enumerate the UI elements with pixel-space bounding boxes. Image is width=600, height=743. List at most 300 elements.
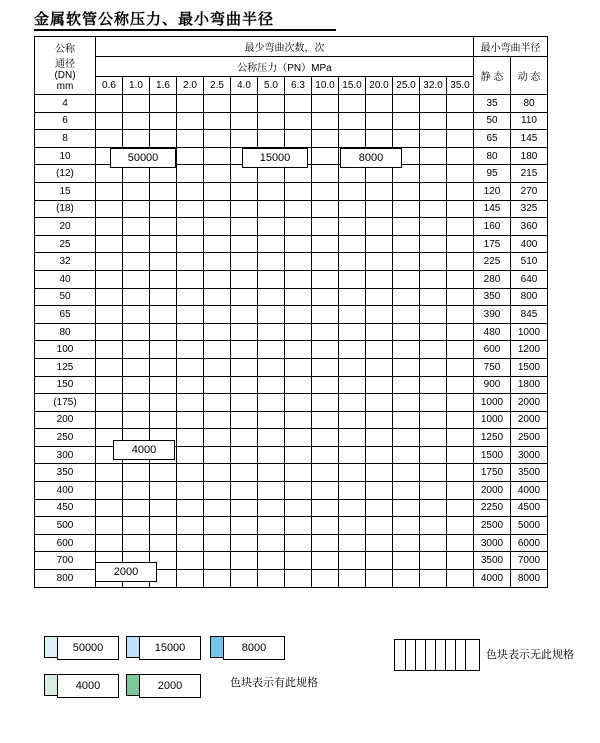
dn-value-cell: 15 — [35, 182, 96, 200]
grid-cell — [393, 570, 420, 588]
table-row — [35, 341, 548, 359]
grid-cell — [393, 182, 420, 200]
static-radius-cell: 350 — [474, 288, 511, 306]
grid-cell — [177, 200, 204, 218]
dynamic-radius-cell: 1000 — [511, 323, 548, 341]
grid-value-callout: 8000 — [340, 148, 402, 168]
grid-cell — [447, 253, 474, 271]
grid-cell — [204, 394, 231, 412]
grid-cell — [312, 376, 339, 394]
grid-cell — [150, 394, 177, 412]
grid-cell — [339, 200, 366, 218]
grid-cell — [420, 235, 447, 253]
grid-cell — [312, 306, 339, 324]
grid-cell — [339, 270, 366, 288]
grid-cell — [420, 446, 447, 464]
grid-cell — [150, 218, 177, 236]
grid-cell — [96, 517, 123, 535]
grid-cell — [285, 306, 312, 324]
grid-cell — [312, 95, 339, 113]
grid-value-callout: 15000 — [242, 148, 308, 168]
grid-cell — [393, 552, 420, 570]
grid-cell — [204, 253, 231, 271]
dn-value-cell: 600 — [35, 534, 96, 552]
grid-cell — [258, 130, 285, 148]
grid-cell — [123, 323, 150, 341]
grid-cell — [312, 411, 339, 429]
grid-cell — [312, 218, 339, 236]
dynamic-radius-cell: 145 — [511, 130, 548, 148]
grid-cell — [447, 376, 474, 394]
grid-cell — [204, 200, 231, 218]
dn-value-cell: 400 — [35, 482, 96, 500]
grid-cell — [366, 235, 393, 253]
no-spec-swatch — [394, 639, 480, 671]
grid-cell — [420, 200, 447, 218]
grid-cell — [150, 464, 177, 482]
grid-cell — [447, 182, 474, 200]
grid-cell — [339, 182, 366, 200]
table-row — [35, 376, 548, 394]
grid-cell — [393, 464, 420, 482]
grid-cell — [393, 482, 420, 500]
grid-cell — [177, 517, 204, 535]
grid-cell — [447, 411, 474, 429]
pressure-column-header: 5.0 — [258, 77, 285, 95]
table-row — [35, 112, 548, 130]
static-radius-cell: 120 — [474, 182, 511, 200]
dynamic-radius-cell: 3500 — [511, 464, 548, 482]
grid-cell — [231, 95, 258, 113]
grid-cell — [150, 341, 177, 359]
grid-cell — [366, 270, 393, 288]
grid-value-callout: 4000 — [113, 440, 175, 460]
grid-cell — [339, 552, 366, 570]
grid-cell — [204, 499, 231, 517]
grid-cell — [393, 517, 420, 535]
grid-cell — [420, 165, 447, 183]
dynamic-radius-cell: 800 — [511, 288, 548, 306]
dn-value-cell: 32 — [35, 253, 96, 271]
table-row — [35, 394, 548, 412]
grid-cell — [339, 288, 366, 306]
grid-cell — [339, 482, 366, 500]
grid-cell — [420, 112, 447, 130]
grid-cell — [366, 95, 393, 113]
grid-cell — [96, 394, 123, 412]
grid-cell — [420, 534, 447, 552]
grid-cell — [447, 112, 474, 130]
grid-cell — [366, 200, 393, 218]
grid-cell — [420, 394, 447, 412]
dn-value-cell: 300 — [35, 446, 96, 464]
grid-cell — [258, 552, 285, 570]
grid-cell — [204, 482, 231, 500]
grid-cell — [123, 182, 150, 200]
grid-cell — [339, 411, 366, 429]
grid-cell — [177, 534, 204, 552]
grid-cell — [258, 517, 285, 535]
grid-cell — [231, 182, 258, 200]
grid-cell — [285, 323, 312, 341]
grid-cell — [393, 95, 420, 113]
grid-cell — [285, 218, 312, 236]
dn-value-cell: 250 — [35, 429, 96, 447]
grid-cell — [366, 358, 393, 376]
grid-cell — [231, 235, 258, 253]
pressure-column-header: 1.0 — [123, 77, 150, 95]
grid-cell — [204, 429, 231, 447]
grid-cell — [150, 95, 177, 113]
grid-cell — [231, 218, 258, 236]
grid-cell — [366, 112, 393, 130]
grid-cell — [177, 482, 204, 500]
grid-cell — [366, 218, 393, 236]
grid-cell — [366, 253, 393, 271]
dn-value-cell: (175) — [35, 394, 96, 412]
grid-cell — [177, 182, 204, 200]
pressure-column-header: 35.0 — [447, 77, 474, 95]
grid-cell — [312, 253, 339, 271]
grid-cell — [231, 358, 258, 376]
grid-cell — [258, 534, 285, 552]
dn-value-cell: 25 — [35, 235, 96, 253]
grid-cell — [339, 95, 366, 113]
grid-cell — [366, 464, 393, 482]
table-row — [35, 534, 548, 552]
grid-cell — [447, 446, 474, 464]
grid-cell — [204, 235, 231, 253]
grid-cell — [285, 200, 312, 218]
grid-cell — [285, 552, 312, 570]
dn-header-line-3: (DN) — [54, 69, 76, 81]
dn-value-cell: 6 — [35, 112, 96, 130]
grid-cell — [420, 411, 447, 429]
grid-cell — [420, 482, 447, 500]
grid-cell — [420, 253, 447, 271]
dynamic-radius-cell: 2000 — [511, 394, 548, 412]
dynamic-radius-cell: 4500 — [511, 499, 548, 517]
grid-cell — [150, 130, 177, 148]
legend-color-swatch — [126, 674, 140, 696]
dn-value-cell: 50 — [35, 288, 96, 306]
grid-cell — [447, 429, 474, 447]
grid-cell — [258, 323, 285, 341]
grid-cell — [123, 288, 150, 306]
grid-cell — [312, 112, 339, 130]
grid-cell — [150, 323, 177, 341]
grid-cell — [231, 112, 258, 130]
dn-value-cell: 150 — [35, 376, 96, 394]
dynamic-radius-cell: 7000 — [511, 552, 548, 570]
grid-cell — [393, 253, 420, 271]
grid-cell — [393, 288, 420, 306]
static-radius-cell: 1500 — [474, 446, 511, 464]
static-radius-cell: 750 — [474, 358, 511, 376]
grid-cell — [123, 499, 150, 517]
grid-cell — [96, 270, 123, 288]
grid-cell — [312, 358, 339, 376]
grid-cell — [231, 306, 258, 324]
grid-cell — [96, 253, 123, 271]
grid-cell — [177, 323, 204, 341]
grid-cell — [447, 499, 474, 517]
pressure-column-header: 25.0 — [393, 77, 420, 95]
table-row — [35, 464, 548, 482]
grid-cell — [204, 112, 231, 130]
grid-cell — [339, 394, 366, 412]
grid-cell — [123, 341, 150, 359]
grid-cell — [285, 482, 312, 500]
legend-color-swatch — [126, 636, 140, 658]
grid-cell — [204, 95, 231, 113]
grid-cell — [420, 130, 447, 148]
grid-cell — [258, 112, 285, 130]
grid-cell — [177, 306, 204, 324]
pressure-column-header: 32.0 — [420, 77, 447, 95]
grid-cell — [150, 253, 177, 271]
grid-cell — [285, 253, 312, 271]
grid-cell — [312, 165, 339, 183]
grid-cell — [231, 482, 258, 500]
grid-cell — [312, 499, 339, 517]
grid-cell — [150, 288, 177, 306]
dn-value-cell: 8 — [35, 130, 96, 148]
grid-cell — [312, 270, 339, 288]
grid-cell — [258, 446, 285, 464]
table-row — [35, 288, 548, 306]
grid-cell — [177, 112, 204, 130]
grid-cell — [447, 270, 474, 288]
grid-cell — [339, 218, 366, 236]
grid-cell — [366, 570, 393, 588]
grid-cell — [150, 517, 177, 535]
bend-count-header: 最少弯曲次数，次 — [96, 37, 474, 57]
grid-cell — [447, 235, 474, 253]
grid-cell — [393, 358, 420, 376]
table-row — [35, 482, 548, 500]
dynamic-header: 动 态 — [511, 57, 548, 95]
dn-header-cell — [35, 37, 96, 95]
static-radius-cell: 3500 — [474, 552, 511, 570]
grid-cell — [231, 323, 258, 341]
grid-cell — [312, 182, 339, 200]
static-radius-cell: 145 — [474, 200, 511, 218]
grid-cell — [447, 517, 474, 535]
grid-cell — [420, 218, 447, 236]
static-header: 静 态 — [474, 57, 511, 95]
grid-cell — [231, 411, 258, 429]
dn-value-cell: 40 — [35, 270, 96, 288]
grid-cell — [177, 394, 204, 412]
grid-cell — [150, 306, 177, 324]
dynamic-radius-cell: 8000 — [511, 570, 548, 588]
grid-cell — [312, 147, 339, 165]
grid-cell — [285, 394, 312, 412]
static-radius-cell: 900 — [474, 376, 511, 394]
grid-cell — [339, 376, 366, 394]
static-radius-cell: 2000 — [474, 482, 511, 500]
grid-cell — [177, 147, 204, 165]
grid-cell — [366, 306, 393, 324]
grid-cell — [447, 306, 474, 324]
grid-cell — [285, 446, 312, 464]
grid-cell — [285, 270, 312, 288]
header-row-1 — [35, 37, 548, 57]
dynamic-radius-cell: 1500 — [511, 358, 548, 376]
grid-cell — [258, 253, 285, 271]
grid-cell — [447, 218, 474, 236]
dynamic-radius-cell: 5000 — [511, 517, 548, 535]
grid-cell — [339, 253, 366, 271]
grid-cell — [177, 570, 204, 588]
dynamic-radius-cell: 640 — [511, 270, 548, 288]
grid-cell — [420, 306, 447, 324]
grid-cell — [231, 464, 258, 482]
grid-cell — [177, 270, 204, 288]
pressure-column-header: 20.0 — [366, 77, 393, 95]
grid-cell — [366, 394, 393, 412]
grid-cell — [420, 323, 447, 341]
grid-cell — [96, 306, 123, 324]
grid-cell — [123, 112, 150, 130]
dynamic-radius-cell: 180 — [511, 147, 548, 165]
static-radius-cell: 3000 — [474, 534, 511, 552]
table-row — [35, 411, 548, 429]
page-title: 金属软管公称压力、最小弯曲半径 — [34, 12, 275, 28]
table-row — [35, 95, 548, 113]
grid-cell — [339, 464, 366, 482]
grid-cell — [393, 341, 420, 359]
static-radius-cell: 1750 — [474, 464, 511, 482]
grid-cell — [123, 394, 150, 412]
grid-cell — [312, 200, 339, 218]
grid-cell — [150, 411, 177, 429]
grid-cell — [312, 570, 339, 588]
grid-cell — [447, 147, 474, 165]
grid-cell — [123, 253, 150, 271]
pressure-column-header: 6.3 — [285, 77, 312, 95]
grid-cell — [150, 358, 177, 376]
grid-cell — [420, 147, 447, 165]
grid-cell — [285, 464, 312, 482]
grid-cell — [393, 306, 420, 324]
pressure-columns-row — [35, 77, 548, 95]
grid-cell — [393, 200, 420, 218]
grid-cell — [393, 218, 420, 236]
dynamic-radius-cell: 3000 — [511, 446, 548, 464]
dn-value-cell: 65 — [35, 306, 96, 324]
grid-cell — [420, 552, 447, 570]
grid-cell — [447, 534, 474, 552]
grid-cell — [339, 130, 366, 148]
grid-cell — [123, 411, 150, 429]
grid-cell — [96, 182, 123, 200]
grid-cell — [177, 218, 204, 236]
grid-cell — [231, 288, 258, 306]
grid-cell — [150, 376, 177, 394]
grid-cell — [123, 130, 150, 148]
grid-cell — [420, 429, 447, 447]
legend-value-box: 15000 — [139, 636, 201, 660]
grid-cell — [258, 182, 285, 200]
grid-cell — [366, 323, 393, 341]
grid-cell — [447, 95, 474, 113]
grid-cell — [312, 235, 339, 253]
grid-cell — [366, 182, 393, 200]
legend-color-swatch — [44, 636, 58, 658]
grid-cell — [231, 253, 258, 271]
dynamic-radius-cell: 2500 — [511, 429, 548, 447]
grid-cell — [204, 147, 231, 165]
grid-cell — [366, 534, 393, 552]
grid-cell — [123, 464, 150, 482]
grid-cell — [285, 95, 312, 113]
grid-cell — [258, 499, 285, 517]
grid-cell — [285, 182, 312, 200]
grid-cell — [96, 358, 123, 376]
grid-cell — [420, 464, 447, 482]
static-radius-cell: 2500 — [474, 517, 511, 535]
dynamic-radius-cell: 1800 — [511, 376, 548, 394]
legend-value-box: 2000 — [139, 674, 201, 698]
grid-cell — [258, 288, 285, 306]
dn-header-line-1: 公称 — [55, 43, 75, 55]
dn-header-line-4: mm — [56, 80, 74, 92]
grid-cell — [96, 130, 123, 148]
dynamic-radius-cell: 510 — [511, 253, 548, 271]
grid-cell — [123, 376, 150, 394]
grid-cell — [96, 288, 123, 306]
static-radius-cell: 225 — [474, 253, 511, 271]
dynamic-radius-cell: 1200 — [511, 341, 548, 359]
grid-cell — [393, 323, 420, 341]
grid-cell — [177, 446, 204, 464]
grid-cell — [366, 446, 393, 464]
grid-cell — [204, 464, 231, 482]
grid-cell — [231, 394, 258, 412]
legend-color-swatch — [44, 674, 58, 696]
grid-cell — [96, 95, 123, 113]
grid-cell — [204, 517, 231, 535]
grid-cell — [285, 358, 312, 376]
legend-has-spec-label: 色块表示有此规格 — [230, 677, 318, 689]
grid-cell — [447, 323, 474, 341]
grid-cell — [312, 464, 339, 482]
grid-cell — [285, 235, 312, 253]
table-row — [35, 517, 548, 535]
grid-cell — [231, 446, 258, 464]
grid-cell — [420, 570, 447, 588]
grid-cell — [204, 411, 231, 429]
grid-cell — [339, 323, 366, 341]
grid-cell — [258, 394, 285, 412]
grid-cell — [204, 341, 231, 359]
grid-cell — [123, 534, 150, 552]
dn-value-cell: (18) — [35, 200, 96, 218]
grid-cell — [393, 270, 420, 288]
table-row — [35, 218, 548, 236]
grid-cell — [393, 376, 420, 394]
grid-cell — [447, 552, 474, 570]
grid-cell — [312, 130, 339, 148]
grid-cell — [312, 394, 339, 412]
static-radius-cell: 35 — [474, 95, 511, 113]
grid-cell — [393, 446, 420, 464]
grid-cell — [366, 429, 393, 447]
pressure-header: 公称压力（PN）MPa — [96, 57, 474, 77]
grid-cell — [393, 429, 420, 447]
